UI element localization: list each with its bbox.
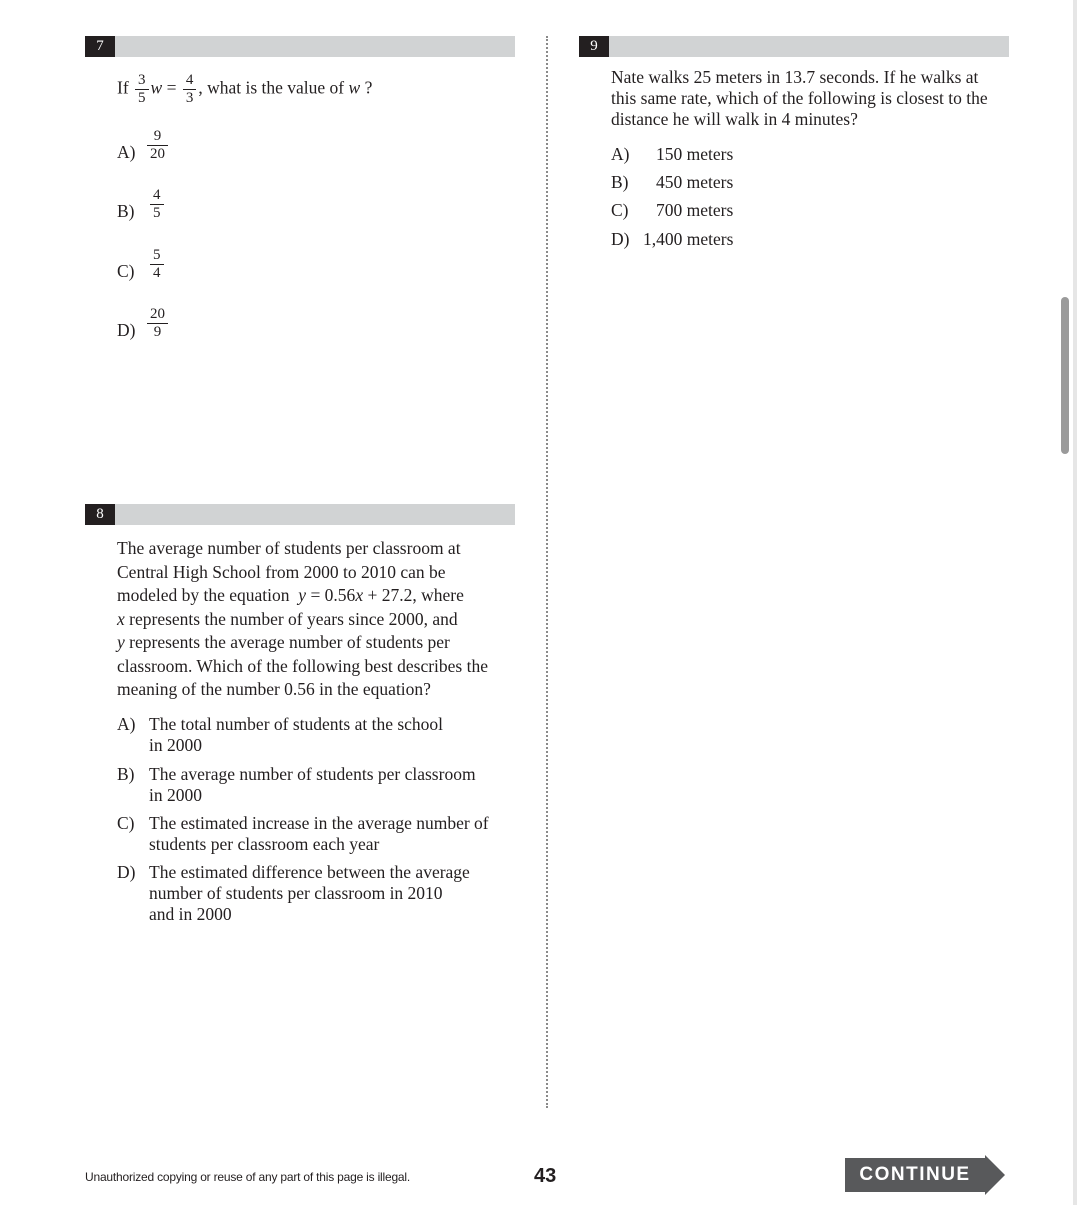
scrollbar-thumb[interactable] [1061, 297, 1069, 454]
question-8-option-c[interactable]: C) The estimated increase in the average number of students per classroom each year [117, 813, 489, 854]
question-8-option-b[interactable]: B) The average number of students per classroom in 2000 [117, 764, 476, 805]
fraction-3-5: $\frac{3}{5}$ [135, 72, 149, 107]
question-7-number: 7 [85, 36, 115, 57]
question-8-header-bar [85, 504, 515, 525]
page-edge [1073, 0, 1077, 1205]
question-8-option-d[interactable]: D) The estimated difference between the average number of students per classroom in 2010 and in 2000 [117, 862, 470, 924]
question-8-stem: The average number of students per classroom at Central High School from 2000 to 2010 can be modeled by the equation y = 0.56x + 27.2, where x represents the number of years since 2000, and y represents the average number of students per classroom. Which of the following best describes the meaning of the number 0.56 in the equation? [117, 538, 488, 699]
question-9-number: 9 [579, 36, 609, 57]
continue-label: CONTINUE [859, 1164, 971, 1185]
question-9-header-bar [579, 36, 1009, 57]
continue-button[interactable] [845, 1155, 1007, 1195]
page-number: 43 [534, 1165, 557, 1187]
question-8-number: 8 [85, 504, 115, 525]
fraction-4-3: $\frac{4}{3}$ [183, 72, 197, 107]
question-9-stem: Nate walks 25 meters in 13.7 seconds. If he walks at this same rate, which of the following is closest to the distance he will walk in 4 minutes? [611, 67, 988, 129]
column-divider [546, 36, 548, 1108]
copyright-notice: Unauthorized copying or reuse of any part of this page is illegal. [85, 1170, 410, 1184]
question-7-header-bar [85, 36, 515, 57]
question-7-stem: If $\frac{3}{5}$ w = $\frac{4}{3}$ , what is the value of w ? [117, 72, 373, 106]
question-8-option-a[interactable]: A) The total number of students at the school in 2000 [117, 714, 444, 755]
